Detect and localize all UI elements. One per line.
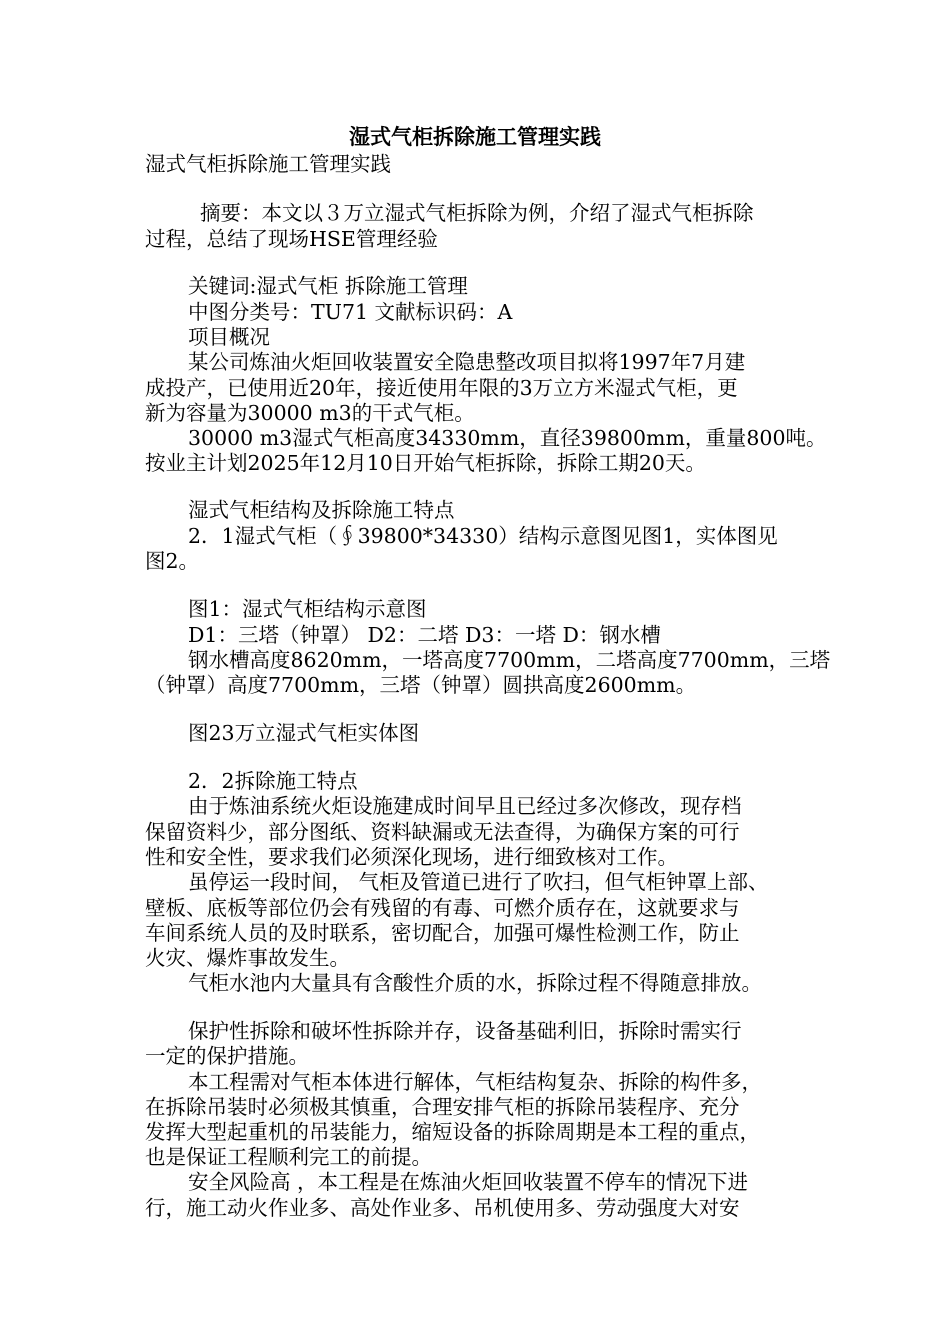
paragraph-line: 气柜水池内大量具有含酸性介质的水，拆除过程不得随意排放。: [188, 971, 762, 995]
paragraph-line: 本工程需对气柜本体进行解体，气柜结构复杂、拆除的构件多，: [188, 1070, 762, 1094]
figure-legend: D1：三塔（钟罩） D2：二塔 D3：一塔 D：钢水槽: [188, 623, 661, 647]
paragraph-line: 保留资料少，部分图纸、资料缺漏或无法查得，为确保方案的可行: [145, 820, 740, 844]
paragraph-line: 30000 m3湿式气柜高度34330mm，直径39800mm，重量800吨。: [188, 426, 827, 450]
paragraph-line: 一定的保护措施。: [145, 1044, 309, 1068]
abstract-line: 过程，总结了现场HSE管理经验: [145, 227, 438, 251]
paragraph-line: 发挥大型起重机的吊装能力，缩短设备的拆除周期是本工程的重点，: [145, 1120, 760, 1144]
paragraph-line: 保护性拆除和破坏性拆除并存，设备基础利旧，拆除时需实行: [188, 1019, 742, 1043]
document-title: 湿式气柜拆除施工管理实践: [349, 124, 601, 149]
paragraph-line: 由于炼油系统火炬设施建成时间早且已经过多次修改，现存档: [188, 794, 742, 818]
paragraph-line: 性和安全性，要求我们必须深化现场，进行细致核对工作。: [145, 845, 678, 869]
section-heading: 2．2拆除施工特点: [188, 769, 358, 793]
figure-caption: 图1：湿式气柜结构示意图: [188, 597, 427, 621]
paragraph-line: 安全风险高 ，本工程是在炼油火炬回收装置不停车的情况下进: [188, 1170, 749, 1194]
paragraph-line: 火灾、爆炸事故发生。: [145, 946, 350, 970]
classification-line: 中图分类号：TU71 文献标识码：A: [188, 300, 513, 324]
paragraph-line: 图2。: [145, 549, 200, 573]
paragraph-line: 行，施工动火作业多、高处作业多、吊机使用多、劳动强度大对安: [145, 1196, 740, 1220]
section-heading: 项目概况: [188, 325, 270, 349]
keywords-line: 关键词:湿式气柜 拆除施工管理: [188, 274, 468, 298]
paragraph-line: 按业主计划2025年12月10日开始气柜拆除，拆除工期20天。: [145, 451, 706, 475]
paragraph-line: 车间系统人员的及时联系，密切配合，加强可爆性检测工作，防止: [145, 921, 740, 945]
section-heading: 湿式气柜结构及拆除施工特点: [188, 498, 455, 522]
document-subtitle: 湿式气柜拆除施工管理实践: [145, 152, 391, 176]
paragraph-line: 虽停运一段时间， 气柜及管道已进行了吹扫，但气柜钟罩上部、: [188, 870, 769, 894]
paragraph-line: 2．1湿式气柜（∮39800*34330）结构示意图见图1，实体图见: [188, 524, 778, 548]
paragraph-line: 壁板、底板等部位仍会有残留的有毒、可燃介质存在，这就要求与: [145, 896, 740, 920]
paragraph-line: 成投产，已使用近20年，接近使用年限的3万立方米湿式气柜，更: [145, 376, 738, 400]
abstract-line: 摘要：本文以３万立湿式气柜拆除为例，介绍了湿式气柜拆除: [200, 201, 754, 225]
paragraph-line: 也是保证工程顺利完工的前提。: [145, 1145, 432, 1169]
paragraph-line: 钢水槽高度8620mm，一塔高度7700mm，二塔高度7700mm，三塔: [188, 648, 831, 672]
paragraph-line: 某公司炼油火炬回收装置安全隐患整改项目拟将1997年7月建: [188, 350, 746, 374]
figure-caption: 图23万立湿式气柜实体图: [188, 721, 420, 745]
paragraph-line: 在拆除吊装时必须极其慎重，合理安排气柜的拆除吊装程序、充分: [145, 1095, 740, 1119]
paragraph-line: （钟罩）高度7700mm，三塔（钟罩）圆拱高度2600mm。: [145, 673, 697, 697]
paragraph-line: 新为容量为30000 m3的干式气柜。: [145, 401, 475, 425]
